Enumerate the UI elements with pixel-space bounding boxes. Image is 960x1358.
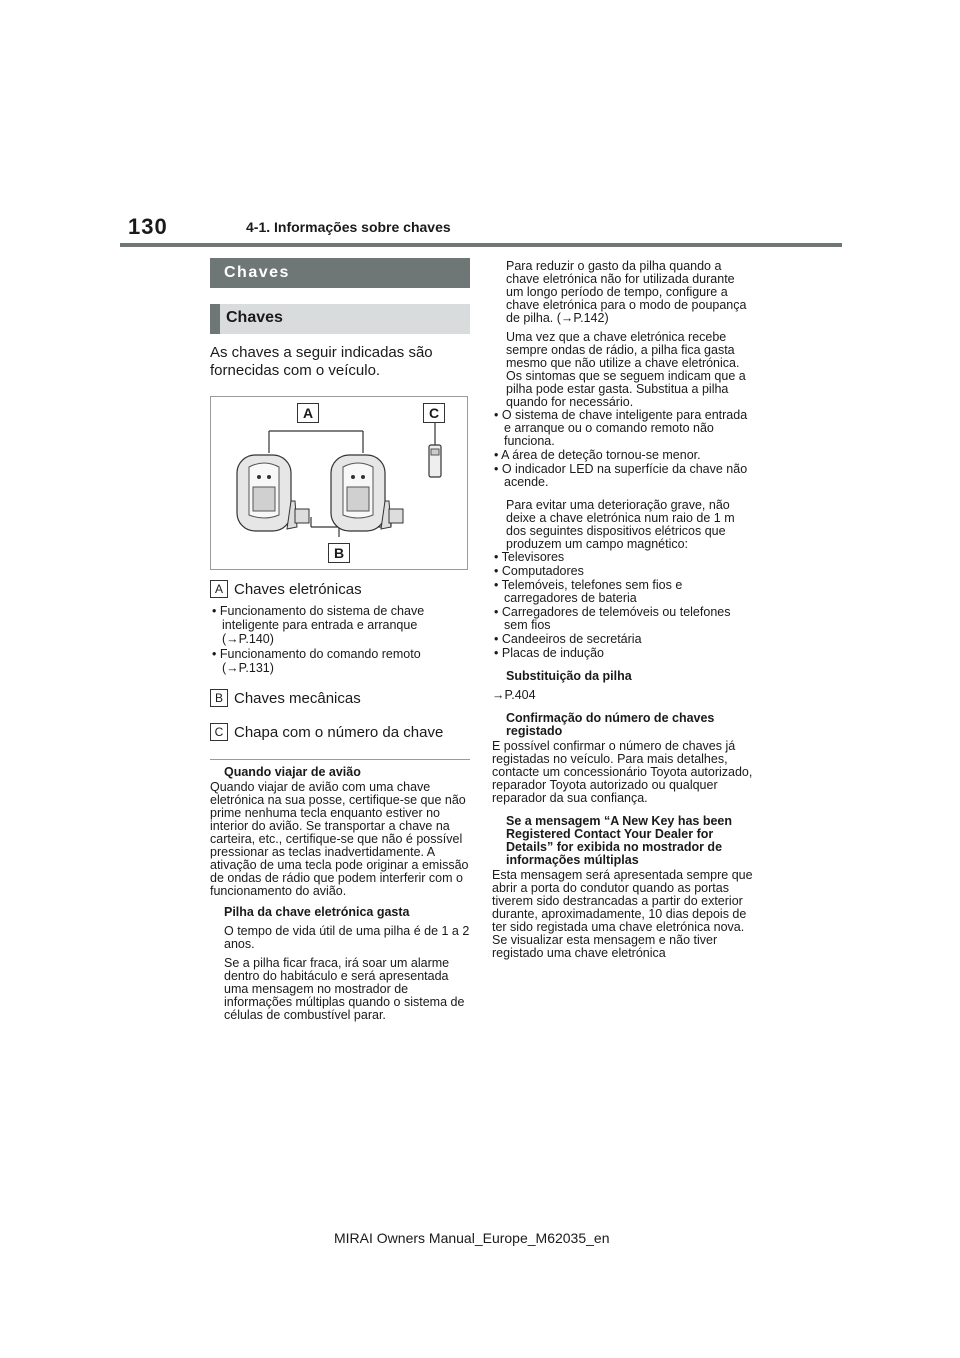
symptoms-list: [492, 409, 754, 489]
chapter-band: Chaves: [210, 258, 470, 288]
callout-b: B: [328, 543, 350, 563]
heading-battery-replacement: Substituição da pilha: [506, 669, 632, 683]
note-text-flight: Quando viajar de avião com uma chave eletrónica na sua posse, certifique-se que não prime nenhuma tecla enquanto estiver no interior do avião. Se transportar a chave na carteira, etc., certifique-se que não é possível pressionar as teclas inadvertidamente. A ativação de uma tecla pode originar a emissão de ondas de rádio que podem interferir com o funcionamento do avião.: [210, 780, 469, 898]
list-item: • Telemóveis, telefones sem fios e carregadores de bateria: [492, 579, 754, 605]
heading-key-count: Confirmação do número de chaves registado: [506, 711, 715, 738]
right-column: [492, 258, 754, 960]
list-item: • Placas de indução: [492, 647, 754, 660]
para-magnetic-field: Para evitar uma deterioração grave, não deixe a chave eletrónica num raio de 1 m dos seguintes dispositivos elétricos que produzem um campo magnético:: [506, 498, 735, 551]
note-heading-flight: Quando viajar de avião: [224, 765, 361, 779]
legend-letter-b: B: [210, 689, 228, 707]
left-column: [210, 258, 470, 1022]
heading-new-key-message: Se a mensagem “A New Key has been Registered Contact Your Dealer for Details” for exibida no mostrador de informações múltiplas: [506, 814, 733, 867]
subsection-band: Chaves: [210, 304, 470, 334]
link-battery-replacement[interactable]: →P.404: [492, 688, 536, 702]
callout-c: C: [423, 403, 445, 423]
note-text-battery-life: O tempo de vida útil de uma pilha é de 1 a 2 anos.: [224, 924, 470, 951]
text-new-key-message: Esta mensagem será apresentada sempre que abrir a porta do condutor quando as portas tiverem sido destrancadas a partir do exterior durante, aproximadamente, 10 dias depois de ter sido registada uma chave eletrónica nova. Se visualizar esta mensagem e não tiver registado uma chave eletrónica: [492, 868, 753, 960]
text-key-count: E possível confirmar o número de chaves já registadas no veículo. Para mais detalhes, contacte um concessionário Toyota autorizado, reparador Toyota autorizado ou qualquer reparador da sua confiança.: [492, 739, 753, 805]
legend-letter-a: A: [210, 580, 228, 598]
list-item: • O indicador LED na superfície da chave não acende.: [492, 463, 754, 489]
header-rule: [120, 243, 842, 247]
note-text-battery-alarm: Se a pilha ficar fraca, irá soar um alarme dentro do habitáculo e será apresentada uma mensagem no mostrador de informações múltiplas quando o sistema de células de combustível parar.: [224, 956, 465, 1022]
list-item: • Candeeiros de secretária: [492, 633, 754, 646]
para-radio-waves: Uma vez que a chave eletrónica recebe sempre ondas de rádio, a pilha fica gasta mesmo que não utilize a chave eletrónica. Os sintomas que se seguem indicam que a pilha pode estar gasta. Substitua a pilha quando for necessário.: [506, 330, 746, 409]
electronic-key-bullets: [210, 604, 470, 675]
legend-item-b: [210, 689, 470, 707]
note-divider: [210, 759, 470, 760]
legend-label-a: Chaves eletrónicas: [234, 580, 362, 598]
list-item: • Computadores: [492, 565, 754, 578]
para-battery-saving: Para reduzir o gasto da pilha quando a chave eletrónica não for utilizada durante um longo período de tempo, configure a chave eletrónica para o modo de poupança de pilha. (→P.142): [506, 259, 747, 325]
legend-label-b: Chaves mecânicas: [234, 689, 361, 707]
list-item: • A área de deteção tornou-se menor.: [492, 449, 754, 462]
list-item: • Televisores: [492, 551, 754, 564]
keys-illustration: [210, 396, 468, 570]
footer-text: MIRAI Owners Manual_Europe_M62035_en: [334, 1230, 610, 1246]
legend-letter-c: C: [210, 723, 228, 741]
note-heading-battery: Pilha da chave eletrónica gasta: [224, 905, 410, 919]
list-item: • Carregadores de telemóveis ou telefones sem fios: [492, 606, 754, 632]
list-item: • O sistema de chave inteligente para entrada e arranque ou o comando remoto não funciona.: [492, 409, 754, 448]
legend-item-a: [210, 580, 470, 598]
page-number: 130: [128, 214, 168, 239]
intro-text: As chaves a seguir indicadas são fornecidas com o veículo.: [210, 344, 433, 379]
devices-list: [492, 551, 754, 660]
list-item: • Funcionamento do comando remoto (→P.131): [210, 647, 470, 675]
section-title: 4-1. Informações sobre chaves: [246, 219, 451, 235]
callout-a: A: [297, 403, 319, 423]
legend-item-c: [210, 723, 470, 741]
list-item: • Funcionamento do sistema de chave inteligente para entrada e arranque (→P.140): [210, 604, 470, 646]
legend-label-c: Chapa com o número da chave: [234, 723, 444, 741]
